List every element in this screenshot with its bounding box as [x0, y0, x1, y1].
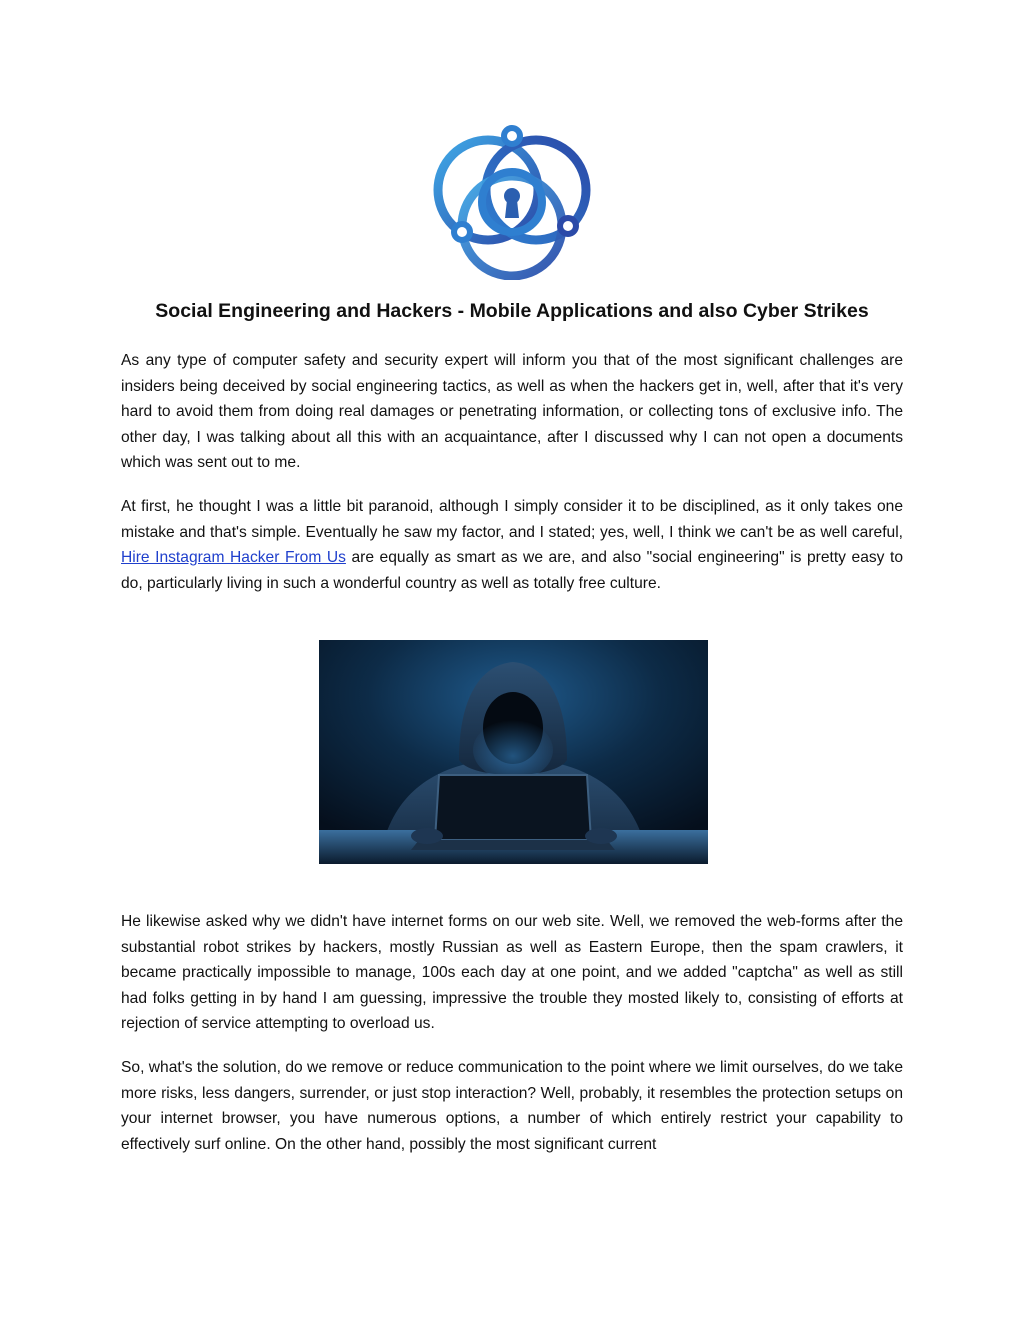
- paragraph-2-text-after: are equally as smart as we are, and also "social engineering" is pretty easy to do, particularly living in such a wonderful country as well as totally free culture.: [121, 549, 904, 592]
- body-paragraph-2: [121, 494, 903, 596]
- body-paragraph-4: So, what's the solution, do we remove or reduce communication to the point where we limit ourselves, do we take more risks, less dangers, surrender, or just stop interaction? Well, probably, it resembles the protection setups on your internet browser, you have numerous options, a number of which entirely restrict your capability to effectively surf online. On the other hand, possibly the most significant current: [121, 1059, 903, 1153]
- body-paragraph-3: He likewise asked why we didn't have internet forms on our web site. Well, we removed the web-forms after the substantial robot strikes by hackers, mostly Russian as well as Eastern Europe, then the spam crawlers, it became practically impossible to manage, 100s each day at one point, and we added "captcha" as well as still had folks getting in by hand I am guessing, impressive the trouble they mosted likely to, consisting of efforts at rejection of service attempting to overload us.: [121, 913, 903, 1032]
- document-title: Social Engineering and Hackers - Mobile Applications and also Cyber Strikes: [155, 300, 869, 322]
- body-paragraph-1: As any type of computer safety and security expert will inform you that of the most significant challenges are insiders being deceived by social engineering tactics, as well as when the hackers get in, well, after that it's very hard to avoid them from doing real damages or penetrating information, or collecting tons of exclusive info. The other day, I was talking about all this with an acquaintance, after I discussed why I can not open a documents which was sent out to me.: [121, 352, 903, 471]
- hooded-hacker-image: [319, 640, 708, 864]
- paragraph-2-text-before: At first, he thought I was a little bit paranoid, although I simply consider it to be disciplined, as it only takes one mistake and that's simple. Eventually he saw my factor, and I stated; yes, well, I think we can't be as well careful,: [121, 498, 903, 541]
- hire-instagram-hacker-link[interactable]: Hire Instagram Hacker From Us: [121, 549, 346, 566]
- lock-network-logo-icon: [430, 120, 594, 280]
